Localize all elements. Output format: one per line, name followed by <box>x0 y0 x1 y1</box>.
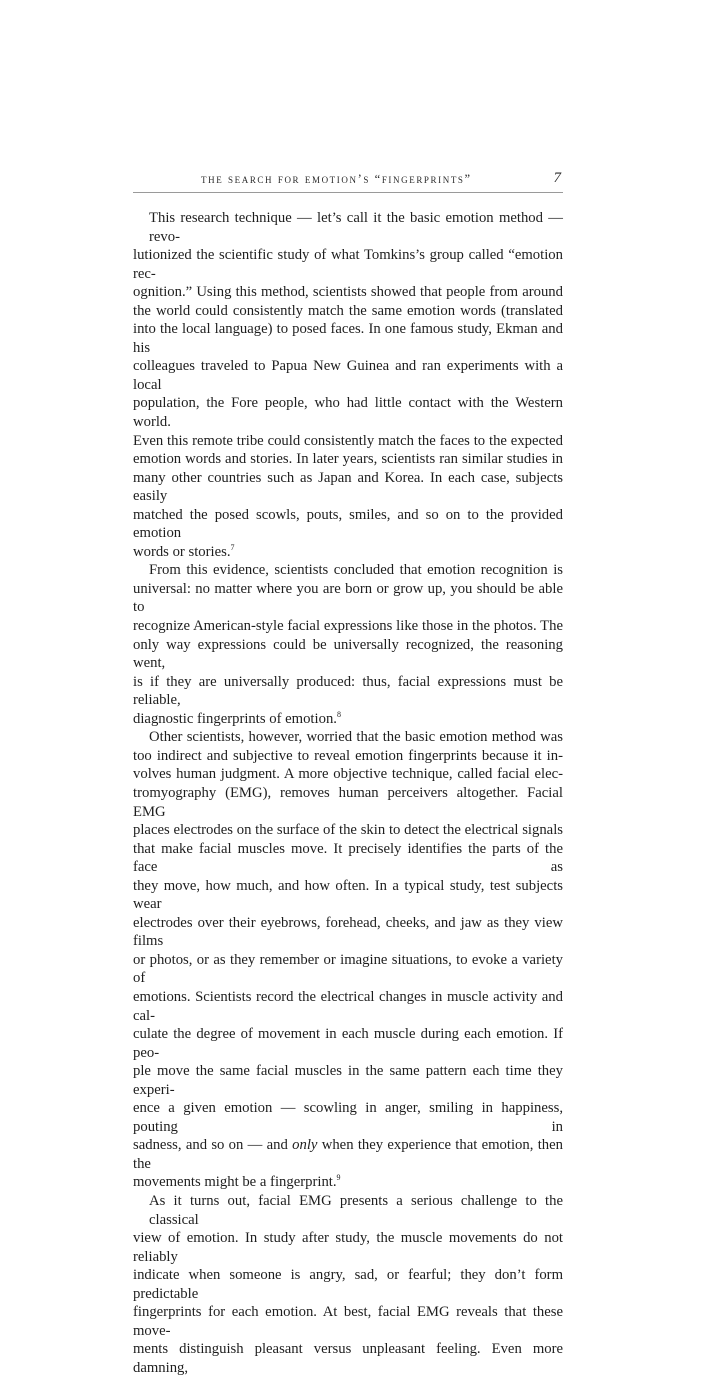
text-line: ple move the same facial muscles in the same pattern each time they experi- <box>133 1063 563 1098</box>
chapter-title: the search for emotion’s “fingerprints” <box>201 172 472 186</box>
text-line: universal: no matter where you are born or grow up, you should be able to <box>133 580 563 616</box>
text-line: into the local language) to posed faces. In one famous study, Ekman and his <box>133 321 563 356</box>
emphasis-text: only <box>292 1137 318 1154</box>
text-line: ence a given emotion — scowling in anger, smiling in happiness, pouting in <box>133 1100 563 1135</box>
text-line <box>133 1136 563 1173</box>
footnote-marker: 8 <box>336 709 341 719</box>
footnote-marker: 7 <box>230 542 235 552</box>
text-line: tromyography (EMG), removes human perceivers altogether. Facial EMG <box>133 784 563 820</box>
text-line: ments distinguish pleasant versus unpleasant feeling. Even more damning, <box>133 1341 563 1376</box>
text-line: many other countries such as Japan and Korea. In each case, subjects easily <box>133 469 563 505</box>
text-line: Even this remote tribe could consistently match the faces to the expected <box>133 432 563 449</box>
text-line: only way expressions could be universally recognized, the reasoning went, <box>133 636 563 672</box>
text-line: This research technique — let’s call it the basic emotion method — revo- <box>149 210 563 245</box>
text-line: lutionized the scientific study of what Tomkins’s group called “emotion rec- <box>133 247 563 282</box>
text-line: that make facial muscles move. It precisely identifies the parts of the face as <box>133 840 563 876</box>
text-line: indicate when someone is angry, sad, or fearful; they don’t form predictable <box>133 1267 563 1302</box>
text-line: or photos, or as they remember or imagine situations, to evoke a variety of <box>133 951 563 987</box>
text-line: Other scientists, however, worried that the basic emotion method was <box>149 729 563 746</box>
text-line: ognition.” Using this method, scientists showed that people from around <box>133 284 563 301</box>
running-head <box>133 172 563 193</box>
text-line: is if they are universally produced: thus, facial expressions must be reliable, <box>133 673 563 709</box>
page-number: 7 <box>553 170 561 186</box>
body-text <box>133 209 563 1377</box>
text-line: the world could consistently match the same emotion words (translated <box>133 302 563 319</box>
text-line: emotion words and stories. In later years, scientists ran similar studies in <box>133 451 563 468</box>
text-line: they move, how much, and how often. In a typical study, test subjects wear <box>133 877 563 913</box>
text-line: too indirect and subjective to reveal emotion fingerprints because it in- <box>133 747 563 764</box>
text-line <box>133 543 563 562</box>
text-line: matched the posed scowls, pouts, smiles, and so on to the provided emotion <box>133 506 563 542</box>
text-line-content: words or stories. <box>133 543 231 560</box>
text-line-part: when they experience that emotion, then the <box>133 1137 563 1172</box>
text-line: From this evidence, scientists concluded that emotion recognition is <box>149 562 563 579</box>
text-line: view of emotion. In study after study, the muscle movements do not reliably <box>133 1230 563 1265</box>
text-line: volves human judgment. A more objective technique, called facial elec- <box>133 766 563 783</box>
text-line: culate the degree of movement in each muscle during each emotion. If peo- <box>133 1026 563 1061</box>
text-line: As it turns out, facial EMG presents a serious challenge to the classical <box>149 1192 563 1228</box>
text-line: colleagues traveled to Papua New Guinea and ran experiments with a local <box>133 358 563 393</box>
text-line <box>133 710 563 729</box>
footnote-marker: 9 <box>336 1173 341 1183</box>
text-line: places electrodes on the surface of the skin to detect the electrical signals <box>133 822 563 839</box>
text-line: recognize American-style facial expressions like those in the photos. The <box>133 618 563 635</box>
text-line-part: sadness, and so on — and <box>133 1137 293 1154</box>
text-line-content: diagnostic fingerprints of emotion. <box>133 710 337 727</box>
text-line: fingerprints for each emotion. At best, facial EMG reveals that these move- <box>133 1304 563 1339</box>
text-line: electrodes over their eyebrows, forehead, cheeks, and jaw as they view films <box>133 914 563 950</box>
text-line: emotions. Scientists record the electrical changes in muscle activity and cal- <box>133 988 563 1024</box>
paragraph-2 <box>133 561 563 728</box>
text-line-content: movements might be a fingerprint. <box>133 1174 337 1191</box>
paragraph-4 <box>133 1192 563 1377</box>
text-line: population, the Fore people, who had little contact with the Western world. <box>133 395 563 431</box>
paragraph-1 <box>133 209 563 561</box>
text-line <box>133 1173 563 1192</box>
paragraph-3 <box>133 728 563 1192</box>
